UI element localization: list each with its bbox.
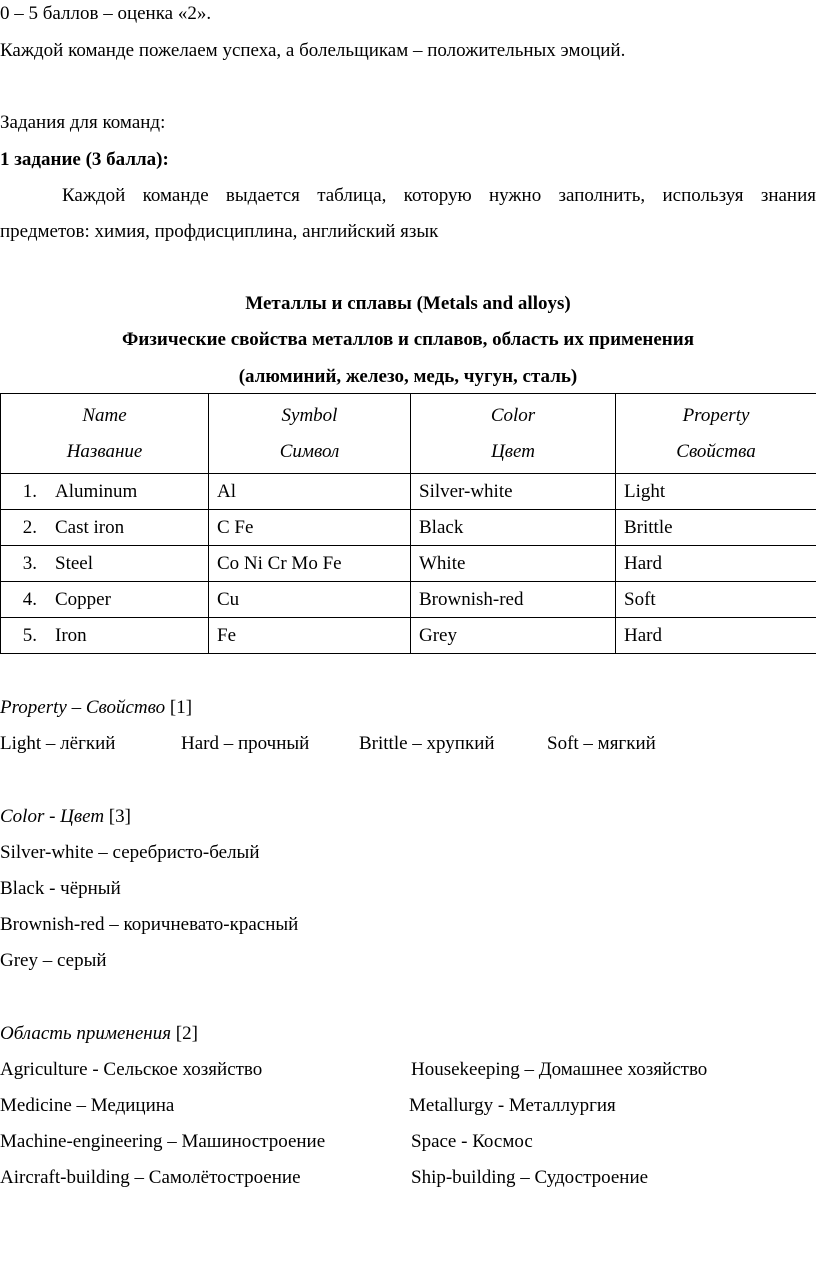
cell-symbol: Co Ni Cr Mo Fe (209, 546, 411, 582)
table-row (1, 510, 816, 546)
table-row (1, 546, 816, 582)
cell-symbol: C Fe (209, 510, 411, 546)
property-item: Brittle – хрупкий (359, 733, 495, 754)
tasks-heading: Задания для команд: (0, 112, 166, 133)
cell-name: 4. Copper (1, 582, 209, 618)
table-row (1, 618, 816, 654)
table-title: Металлы и сплавы (Metals and alloys) (245, 293, 571, 314)
application-item: Space - Космос (411, 1131, 533, 1152)
application-item: Agriculture - Сельское хозяйство (0, 1059, 263, 1080)
application-item: Ship-building – Судостроение (411, 1167, 649, 1188)
color-item: Brownish-red – коричневато-красный (0, 914, 299, 935)
cell-color: Brownish-red (411, 582, 616, 618)
cell-property: Light (616, 474, 816, 510)
color-heading: Color - Цвет [3] (0, 806, 131, 827)
property-heading: Property – Свойство [1] (0, 697, 193, 718)
property-item: Hard – прочный (181, 733, 310, 754)
color-item: Black - чёрный (0, 878, 121, 899)
property-item: Soft – мягкий (547, 733, 656, 754)
cell-name: 2. Cast iron (1, 510, 209, 546)
metals-table (0, 393, 816, 654)
task-text-line2: предметов: химия, профдисциплина, английский язык (0, 221, 439, 242)
header-name: Name Название (1, 394, 209, 474)
cell-color: Black (411, 510, 616, 546)
grade-line: 0 – 5 баллов – оценка «2». (0, 3, 212, 24)
cell-symbol: Fe (209, 618, 411, 654)
cell-color: Grey (411, 618, 616, 654)
color-item: Grey – серый (0, 950, 107, 971)
header-color: Color Цвет (411, 394, 616, 474)
cell-color: Silver-white (411, 474, 616, 510)
task1-heading: 1 задание (3 балла): (0, 149, 169, 170)
application-item: Aircraft-building – Самолётостроение (0, 1167, 301, 1188)
property-item: Light – лёгкий (0, 733, 116, 754)
task-text-line1: Каждой команде выдается таблица, которую нужно заполнить, используя знания (62, 185, 816, 206)
cell-property: Hard (616, 618, 816, 654)
application-item: Housekeeping – Домашнее хозяйство (411, 1059, 708, 1080)
application-item: Metallurgy - Металлургия (409, 1095, 616, 1116)
table-subtitle: Физические свойства металлов и сплавов, область их применения (122, 329, 694, 350)
table-metal-list: (алюминий, железо, медь, чугун, сталь) (238, 366, 578, 387)
cell-name: 5. Iron (1, 618, 209, 654)
header-property: Property Свойства (616, 394, 816, 474)
cell-name: 3. Steel (1, 546, 209, 582)
cell-name: 1. Aluminum (1, 474, 209, 510)
application-item: Medicine – Медицина (0, 1095, 175, 1116)
header-symbol: Symbol Символ (209, 394, 411, 474)
table-row (1, 474, 816, 510)
application-heading: Область применения [2] (0, 1023, 198, 1044)
cell-symbol: Al (209, 474, 411, 510)
application-item: Machine-engineering – Машиностроение (0, 1131, 326, 1152)
table-header-row (1, 394, 816, 474)
cell-property: Hard (616, 546, 816, 582)
cell-color: White (411, 546, 616, 582)
wish-line: Каждой команде пожелаем успеха, а болельщикам – положительных эмоций. (0, 40, 626, 61)
cell-property: Brittle (616, 510, 816, 546)
table-row (1, 582, 816, 618)
cell-property: Soft (616, 582, 816, 618)
cell-symbol: Cu (209, 582, 411, 618)
color-item: Silver-white – серебристо-белый (0, 842, 260, 863)
